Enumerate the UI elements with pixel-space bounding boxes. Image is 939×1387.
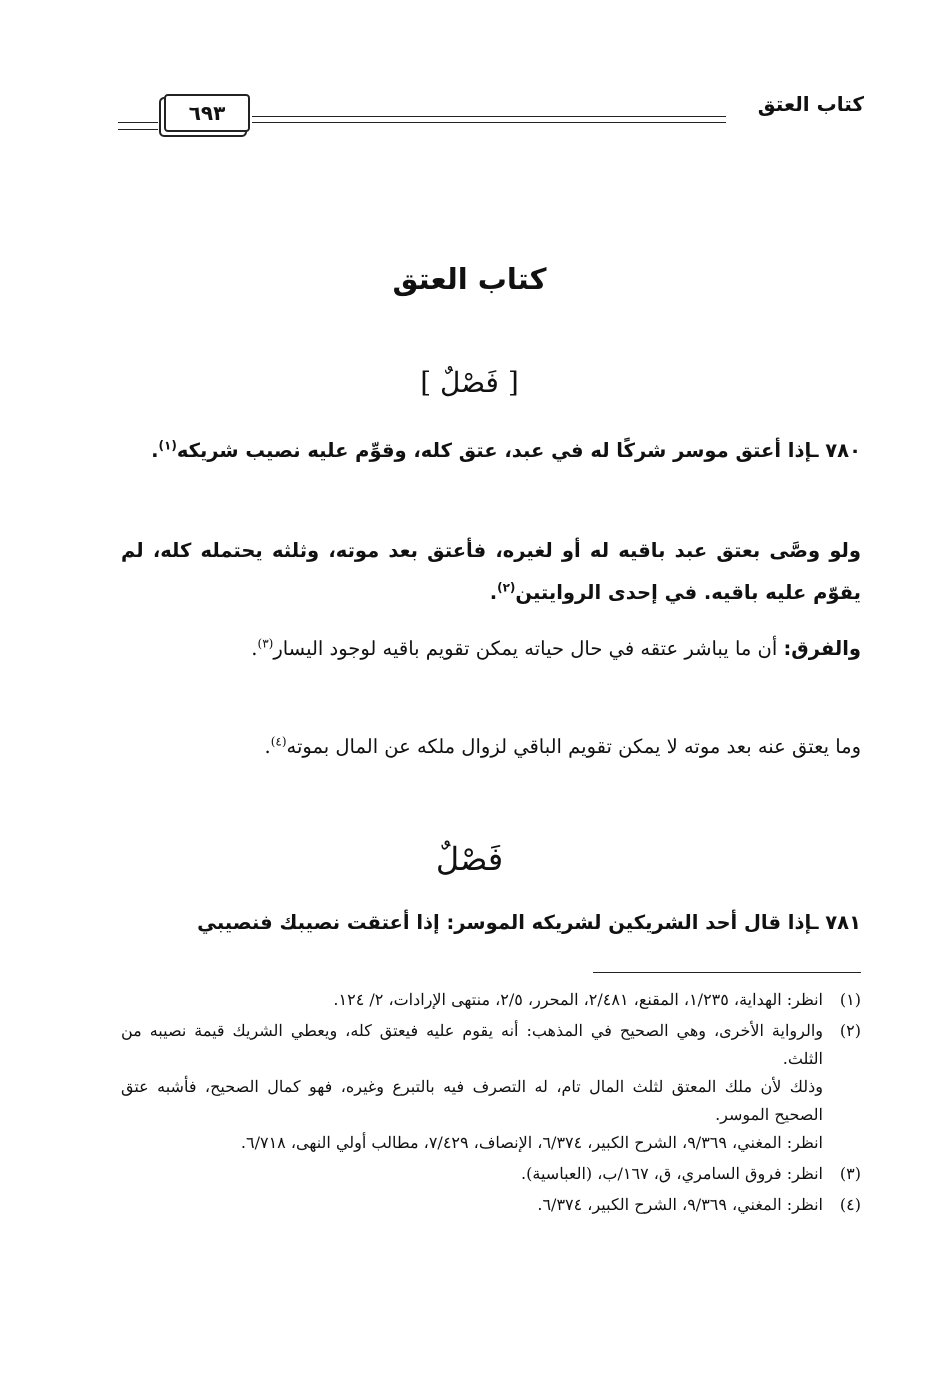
footnote-ref: (١) — [158, 438, 177, 453]
paragraph-text: وما يعتق عنه بعد موته لا يمكن تقويم الباقي لزوال ملكه عن المال بموته — [286, 735, 861, 758]
paragraph-text: إذا أعتق موسر شركًا له في عبد، عتق كله، وقوِّم عليه نصيب شريكه — [176, 439, 812, 462]
page-number-box — [164, 94, 250, 132]
footnote-text: وذلك لأن ملك المعتق لثلث المال تام، له التصرف فيه بالتبرع وغيره، فهو كمال الصحيح، فأشبه عتق الصحيح الموسر. — [121, 1077, 823, 1124]
section-heading: [ فَصْلٌ ] — [420, 366, 519, 399]
footnote-number: (٣) — [839, 1164, 861, 1183]
paragraph-780 — [121, 430, 861, 472]
paragraph-781 — [121, 902, 861, 944]
footnote-number: (١) — [839, 990, 861, 1009]
paragraph-end: . — [251, 637, 258, 660]
paragraph-bequest — [121, 530, 861, 614]
paragraph-after-death — [121, 726, 861, 768]
paragraph-text: ولو وصَّى بعتق عبد باقيه له أو لغيره، فأعتق بعد موته، وثلثه يحتمله كله، لم يقوّم عليه باقيه. في إحدى الروايتين — [121, 539, 861, 604]
running-title: كتاب العتق — [757, 92, 864, 116]
footnote-text: والرواية الأخرى، وهي الصحيح في المذهب: أنه يقوم عليه فيعتق كله، ويعطي الشريك قيمة نصيبه من الثلث. — [121, 1021, 823, 1068]
paragraph-text: إذا قال أحد الشريكين لشريكه الموسر: إذا أعتقت نصيبك فنصيبي — [197, 911, 812, 934]
running-header — [118, 88, 864, 148]
footnote — [121, 986, 861, 1014]
footnote — [121, 1191, 861, 1219]
paragraph-difference — [121, 628, 861, 670]
paragraph-end: . — [264, 735, 271, 758]
paragraph-end: . — [489, 581, 498, 604]
footnote — [121, 1017, 861, 1157]
section-heading: فَصْلٌ — [435, 840, 504, 878]
footnote-ref: (٤) — [270, 734, 287, 749]
footnote-text: انظر: الهداية، ١/٢٣٥، المقنع، ٢/٤٨١، المحرر، ٢/٥، منتهى الإرادات، ٢/ ١٢٤. — [333, 990, 823, 1009]
footnote-number: (٢) — [839, 1021, 861, 1040]
footnote — [121, 1160, 861, 1188]
footnote-number: (٤) — [839, 1195, 861, 1214]
paragraph-text: أن ما يباشر عتقه في حال حياته يمكن تقويم باقيه لوجود اليسار — [273, 637, 778, 660]
book-title: كتاب العتق — [392, 262, 547, 296]
footnote-text: انظر: المغني، ٩/٣٦٩، الشرح الكبير، ٦/٣٧٤، الإنصاف، ٧/٤٢٩، مطالب أولي النهى، ٦/٧١٨. — [240, 1133, 823, 1152]
paragraph-lead: والفرق: — [783, 637, 861, 660]
paragraph-number: ٧٨١ ـ — [811, 911, 861, 934]
footnotes — [121, 986, 861, 1222]
paragraph-number: ٧٨٠ ـ — [811, 439, 861, 462]
paragraph-end: . — [151, 439, 159, 462]
footnote-ref: (٣) — [257, 636, 274, 651]
footnote-separator — [593, 972, 861, 973]
footnote-text: انظر: المغني، ٩/٣٦٩، الشرح الكبير، ٦/٣٧٤. — [537, 1195, 823, 1214]
footnote-text: انظر: فروق السامري، ق، ١٦٧/ب، (العباسية). — [521, 1164, 823, 1183]
footnote-ref: (٢) — [497, 580, 516, 595]
header-ornament — [118, 122, 158, 130]
header-rule-2 — [252, 122, 726, 123]
header-rule — [252, 116, 726, 117]
page-number: ٦٩٣ — [188, 101, 226, 125]
